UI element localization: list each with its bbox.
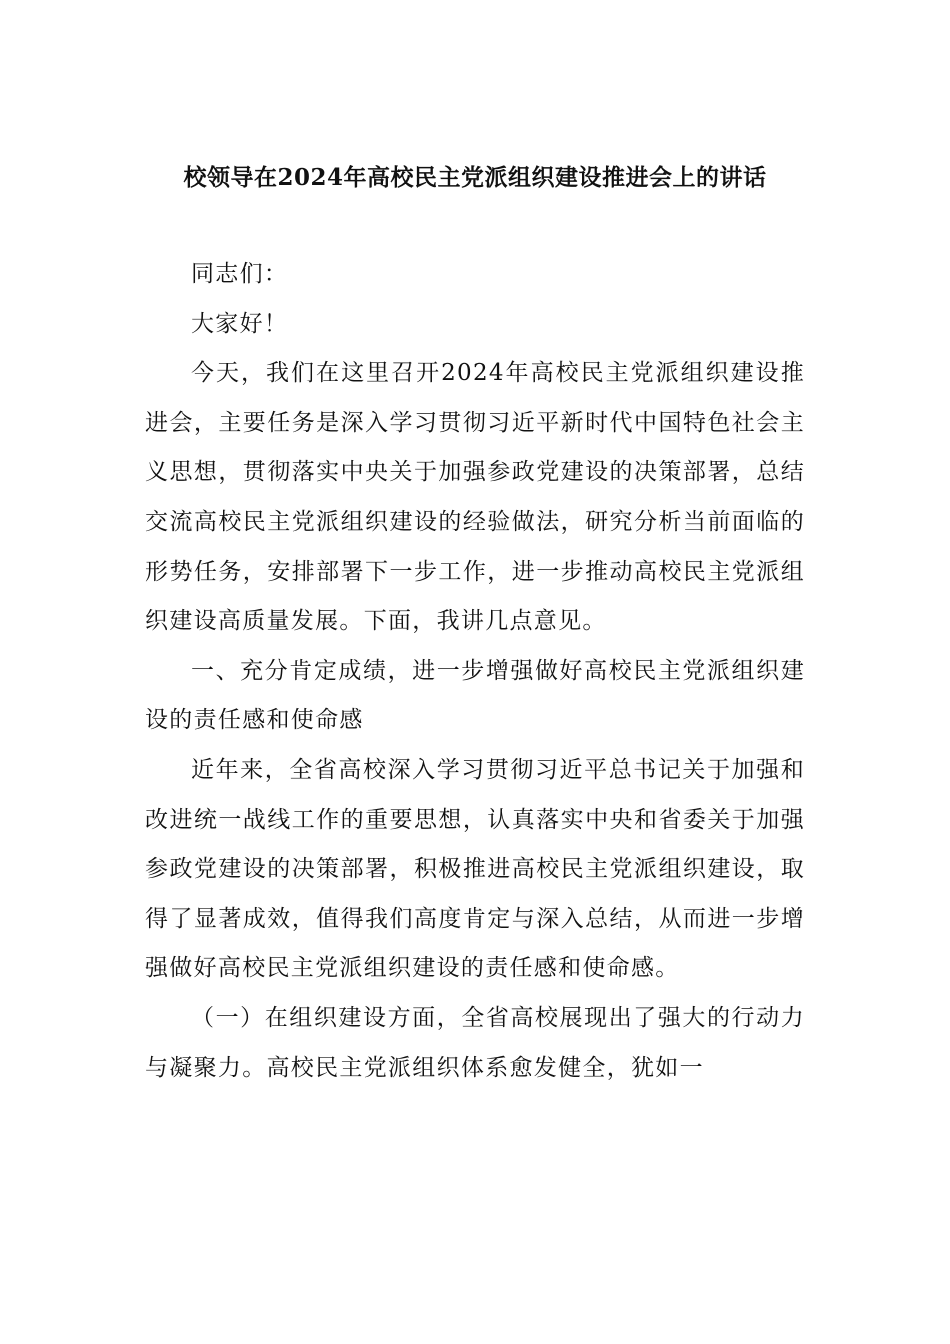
section-heading-one: 一、充分肯定成绩，进一步增强做好高校民主党派组织建设的责任感和使命感 <box>145 657 805 734</box>
greeting-paragraph: 大家好！ <box>191 310 289 337</box>
achievements-paragraph: 近年来，全省高校深入学习贯彻习近平总书记关于加强和改进统一战线工作的重要思想，认真落实中央和省委关于加强参政党建设的决策部署，积极推进高校民主党派组织建设，取得了显著成效，值得我们高度肯定与深入总结，从而进一步增强做好高校民主党派组织建设的责任感和使命感。 <box>145 756 805 982</box>
salutation-paragraph: 同志们： <box>191 261 289 287</box>
organization-paragraph: （一）在组织建设方面，全省高校展现出了强大的行动力与凝聚力。高校民主党派组织体系愈发健全，犹如一 <box>145 1004 805 1081</box>
intro-paragraph: 今天，我们在这里召开2024年高校民主党派组织建设推进会，主要任务是深入学习贯彻习近平新时代中国特色社会主义思想，贯彻落实中央关于加强参政党建设的决策部署，总结交流高校民主党派组织建设的经验做法，研究分析当前面临的形势任务，安排部署下一步工作，进一步推动高校民主党派组织建设高质量发展。下面，我讲几点意见。 <box>145 360 805 635</box>
document-title: 校领导在2024年高校民主党派组织建设推进会上的讲话 <box>183 164 767 191</box>
document-body <box>145 250 805 1093</box>
